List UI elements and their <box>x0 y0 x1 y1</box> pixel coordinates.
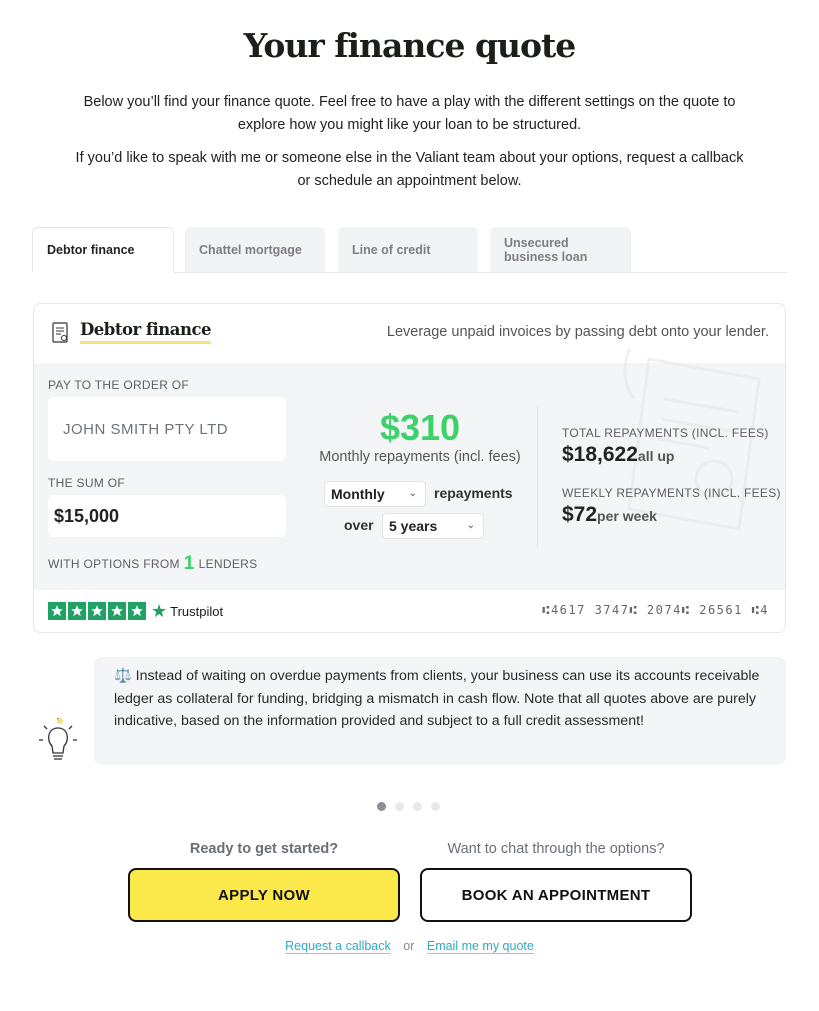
carousel-dots <box>377 802 440 811</box>
carousel-dot[interactable] <box>377 802 386 811</box>
divider <box>537 407 538 547</box>
info-note <box>94 657 786 765</box>
trustpilot-logo[interactable]: ★ Trustpilot <box>151 601 224 621</box>
payee-field[interactable]: JOHN SMITH PTY LTD <box>48 397 286 461</box>
or-separator: or <box>403 939 415 953</box>
frequency-select[interactable]: Monthly ⌄ <box>324 481 426 507</box>
weekly-repayments-label: WEEKLY REPAYMENTS (INCL. FEES) <box>562 486 781 500</box>
trustpilot-stars <box>48 602 146 620</box>
star-icon <box>48 602 66 620</box>
carousel-dot[interactable] <box>431 802 440 811</box>
request-callback-link[interactable]: Request a callback <box>285 939 391 953</box>
quote-card <box>33 303 786 633</box>
page-title: Your finance quote <box>243 26 576 65</box>
book-prompt: Want to chat through the options? <box>447 841 665 857</box>
intro-paragraph-2: If you’d like to speak with me or someone else in the Valiant team about your options, request a callback or schedule an appointment below. <box>75 150 744 189</box>
apply-now-button[interactable]: APPLY NOW <box>128 868 400 922</box>
chevron-down-icon: ⌄ <box>408 488 417 499</box>
page-header <box>0 26 819 65</box>
card-subtitle: Leverage unpaid invoices by passing debt onto your lender. <box>386 324 769 340</box>
tab-line-of-credit[interactable]: Line of credit <box>338 227 478 272</box>
star-icon <box>128 602 146 620</box>
weekly-repayments-value: $72per week <box>562 503 657 526</box>
chevron-down-icon: ⌄ <box>466 520 475 531</box>
over-word: over <box>344 517 374 533</box>
carousel-dot[interactable] <box>395 802 404 811</box>
secondary-links <box>0 939 819 953</box>
card-title: Debtor finance <box>80 320 211 339</box>
tab-chattel-mortgage[interactable]: Chattel mortgage <box>185 227 325 272</box>
star-icon <box>68 602 86 620</box>
tab-unsecured-business-loan[interactable]: Unsecured business loan <box>490 227 631 272</box>
total-repayments-value: $18,622all up <box>562 443 675 466</box>
intro-paragraph-1: Below you’ll find your finance quote. Feel free to have a play with the different settings on the quote to explore how you might like your loan to be structured. <box>83 94 736 133</box>
monthly-amount: $310 <box>379 407 461 448</box>
tab-debtor-finance[interactable]: Debtor finance <box>32 227 174 273</box>
document-icon <box>52 322 70 344</box>
lightbulb-icon <box>36 716 80 768</box>
micr-line: ⑆4617 3747⑆ 2074⑆ 26561 ⑆4 <box>542 603 769 617</box>
carousel-dot[interactable] <box>413 802 422 811</box>
repayments-word: repayments <box>434 485 513 501</box>
finance-type-tabs <box>32 227 787 273</box>
total-repayments-label: TOTAL REPAYMENTS (INCL. FEES) <box>562 426 769 440</box>
star-icon <box>108 602 126 620</box>
star-icon <box>88 602 106 620</box>
sum-label: THE SUM OF <box>48 476 125 490</box>
book-appointment-button[interactable]: BOOK AN APPOINTMENT <box>420 868 692 922</box>
email-quote-link[interactable]: Email me my quote <box>426 939 534 953</box>
pay-to-label: PAY TO THE ORDER OF <box>48 378 190 392</box>
lenders-count-line: WITH OPTIONS FROM 1 LENDERS <box>48 553 258 574</box>
lenders-count: 1 <box>183 553 195 574</box>
quote-card-footer <box>34 590 785 633</box>
trustpilot-star-icon: ★ <box>151 601 168 621</box>
info-note-text: Instead of waiting on overdue payments from clients, your business can use its accounts receivable ledger as collateral for funding, bridging a mismatch in cash flow. Note that all quotes above are purely indicative, based on the information provided and subject to a full credit assessment! <box>114 668 760 729</box>
term-select[interactable]: 5 years ⌄ <box>382 513 484 539</box>
monthly-label: Monthly repayments (incl. fees) <box>319 449 521 465</box>
loan-amount-input[interactable]: $15,000 <box>48 495 286 537</box>
apply-prompt: Ready to get started? <box>189 841 339 857</box>
scales-icon: ⚖️ <box>114 668 132 684</box>
cheque-body <box>34 363 785 590</box>
